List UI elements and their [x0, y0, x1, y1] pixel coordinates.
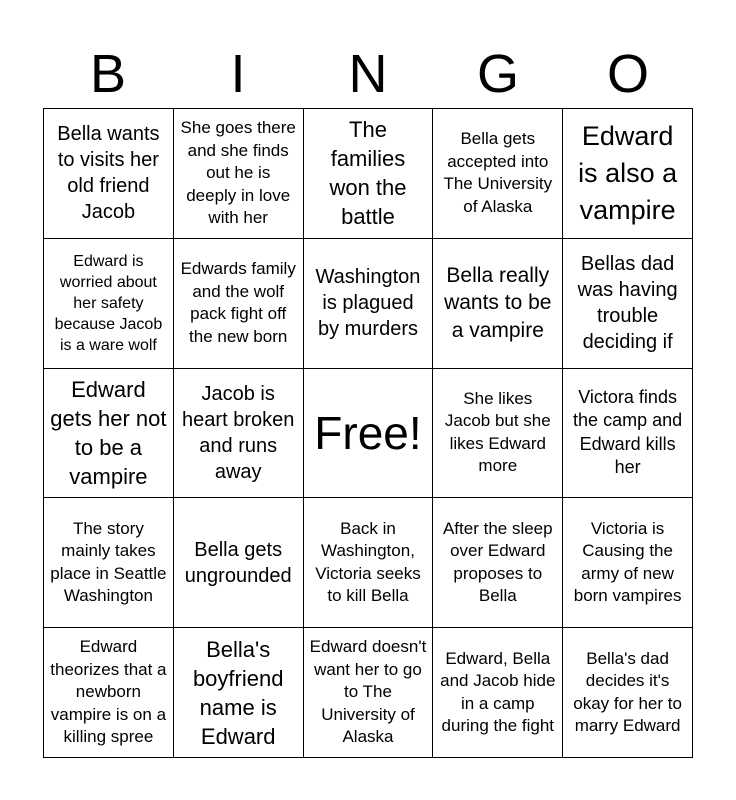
- bingo-cell: [433, 109, 563, 239]
- cell-text: Bella gets ungrounded: [184, 538, 292, 587]
- cell-text: Back in Washington, Victoria seeks to kill Bella: [315, 518, 421, 606]
- bingo-cell: [174, 109, 304, 239]
- cell-text: Washington is plagued by murders: [315, 266, 421, 341]
- cell-text: Bella's boyfriend name is Edward: [192, 636, 284, 749]
- bingo-cell: [174, 628, 304, 758]
- cell-text: Bellas dad was having trouble deciding if: [577, 253, 678, 354]
- bingo-cell: [563, 369, 693, 499]
- bingo-cell: [304, 628, 434, 758]
- cell-text: After the sleep over Edward proposes to Bella: [442, 518, 553, 606]
- header-letter-n: N: [348, 44, 388, 104]
- cell-text: Edward is also a vampire: [578, 120, 678, 225]
- bingo-cell: [563, 498, 693, 628]
- bingo-cell: [304, 239, 434, 369]
- bingo-cell: [304, 109, 434, 239]
- cell-text: Jacob is heart broken and runs away: [182, 382, 295, 483]
- bingo-cell: [433, 369, 563, 499]
- bingo-cell: [44, 109, 174, 239]
- bingo-cell: [433, 628, 563, 758]
- bingo-cell: [174, 239, 304, 369]
- bingo-cell: [44, 369, 174, 499]
- bingo-cell: [563, 628, 693, 758]
- cell-text: She likes Jacob but she likes Edward more: [444, 388, 551, 476]
- header-letter-o: O: [606, 44, 649, 104]
- cell-text: Edward doesn't want her to go to The University of Alaska: [309, 637, 427, 747]
- cell-text: Edwards family and the wolf pack fight off the new born: [180, 259, 296, 346]
- bingo-cell: [174, 369, 304, 499]
- cell-text: Edward, Bella and Jacob hide in a camp during the fight: [440, 648, 556, 736]
- cell-text: Edward is worried about her safety because Jacob is a ware wolf: [54, 252, 163, 354]
- cell-text: Bella wants to visits her old friend Jacob: [57, 123, 160, 224]
- bingo-cell: [44, 498, 174, 628]
- cell-text: She goes there and she finds out he is deeply in love with her: [180, 118, 296, 228]
- cell-text: Bella really wants to be a vampire: [444, 263, 552, 342]
- cell-text: Victora finds the camp and Edward kills her: [573, 386, 683, 478]
- bingo-header: [43, 40, 693, 108]
- header-letter-b: B: [89, 44, 127, 104]
- free-space: [304, 369, 434, 499]
- cell-text: The story mainly takes place in Seattle Washington: [50, 518, 167, 606]
- bingo-cell: [174, 498, 304, 628]
- cell-text: Edward theorizes that a newborn vampire is on a killing spree: [50, 637, 167, 747]
- cell-text: Bella gets accepted into The University of Alaska: [443, 129, 553, 216]
- bingo-cell: [44, 239, 174, 369]
- bingo-cell: [563, 239, 693, 369]
- header-letter-g: G: [476, 44, 519, 104]
- cell-text: Bella's dad decides it's okay for her to marry Edward: [573, 648, 682, 736]
- bingo-cell: [433, 239, 563, 369]
- bingo-cell: [563, 109, 693, 239]
- cell-text: Edward gets her not to be a vampire: [50, 376, 167, 489]
- bingo-cell: [433, 498, 563, 628]
- free-space-text: Free!: [314, 406, 422, 459]
- bingo-cell: [44, 628, 174, 758]
- header-letter-i: I: [230, 44, 246, 104]
- cell-text: Victoria is Causing the army of new born vampires: [573, 518, 682, 606]
- bingo-grid: [43, 108, 693, 758]
- cell-text: The families won the battle: [329, 117, 407, 230]
- bingo-cell: [304, 498, 434, 628]
